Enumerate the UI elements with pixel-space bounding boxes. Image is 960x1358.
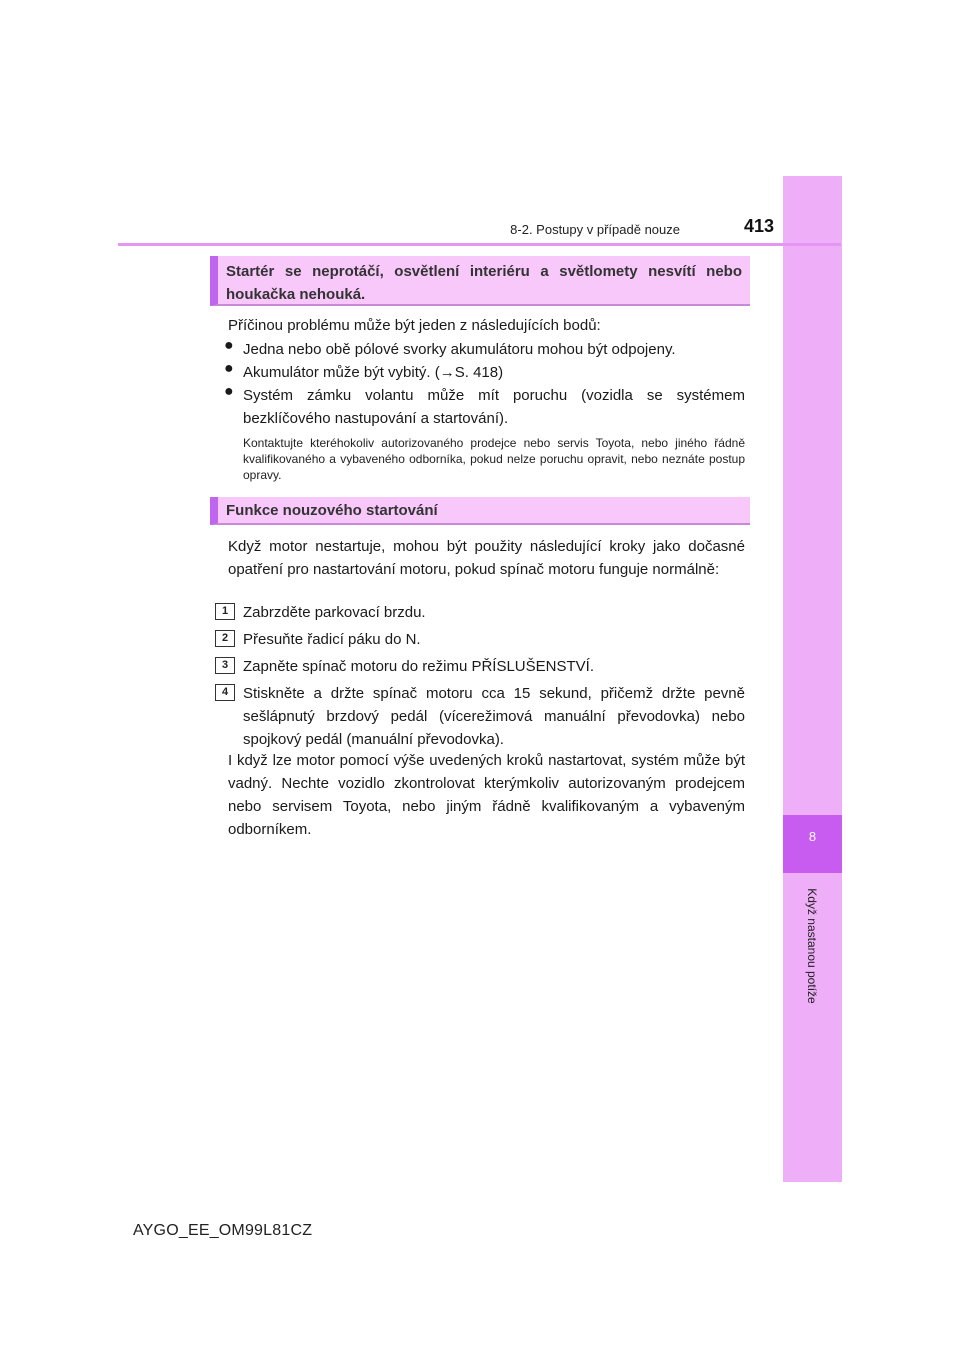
bullet-symbol: ● — [224, 360, 234, 377]
section2-intro: Když motor nestartuje, mohou být použity následující kroky jako dočasné opatření pro nastartování motoru, pokud spínač motoru funguje normálně: — [228, 538, 745, 578]
document-code: AYGO_EE_OM99L81CZ — [133, 1222, 313, 1239]
chapter-tab-active — [783, 815, 842, 873]
step-number-3: 3 — [215, 657, 235, 674]
step-number-2: 2 — [215, 630, 235, 647]
step-number-1: 1 — [215, 603, 235, 620]
step-text-4: Stiskněte a držte spínač motoru cca 15 sekund, přičemž držte pevně sešlápnutý brzdový pedál (vícerežimová manuální převodovka) nebo spojkový pedál (manuální převodovka). — [243, 685, 745, 748]
section1-heading: Startér se neprotáčí, osvětlení interiéru a světlomety nesvítí nebo houkačka nehouká. — [210, 256, 750, 306]
page-number: 413 — [743, 216, 774, 236]
section2-closing: I když lze motor pomocí výše uvedených kroků nastartovat, systém může být vadný. Nechte vozidlo zkontrolovat kterýmkoliv autorizovaným prodejcem nebo servisem Toyota, nebo jiným řádně kvalifikovaným a vybaveným odborníkem. — [228, 752, 745, 838]
step-number-4: 4 — [215, 684, 235, 701]
bullet-item-2: Akumulátor může být vybitý. (→S. 418) — [243, 364, 504, 381]
step-text-2: Přesuňte řadicí páku do N. — [243, 631, 421, 648]
step-text-1: Zabrzděte parkovací brzdu. — [243, 604, 426, 621]
section2-heading: Funkce nouzového startování — [210, 497, 750, 525]
section-title: 8-2. Postupy v případě nouze — [510, 222, 680, 237]
chapter-number: 8 — [808, 829, 817, 844]
header-rule — [118, 243, 841, 246]
bullet-symbol: ● — [224, 337, 234, 354]
bullet-item-1: Jedna nebo obě pólové svorky akumulátoru mohou být odpojeny. — [243, 341, 676, 358]
step-text-3: Zapněte spínač motoru do režimu PŘÍSLUŠENSTVÍ. — [243, 658, 594, 675]
chapter-side-tab — [783, 176, 842, 1182]
section1-intro: Příčinou problému může být jeden z následujících bodů: — [228, 317, 601, 334]
bullet-item-3: Systém zámku volantu může mít poruchu (vozidla se systémem bezklíčového nastupování a startování). — [243, 387, 745, 427]
section1-note: Kontaktujte kteréhokoliv autorizovaného prodejce nebo servis Toyota, nebo jiného řádně kvalifikovaného a vybaveného odborníka, pokud nelze poruchu opravit, nebo neznáte postup opravy. — [243, 436, 745, 482]
bullet-symbol: ● — [224, 383, 234, 400]
chapter-title: Když nastanou potíže — [805, 888, 819, 1004]
